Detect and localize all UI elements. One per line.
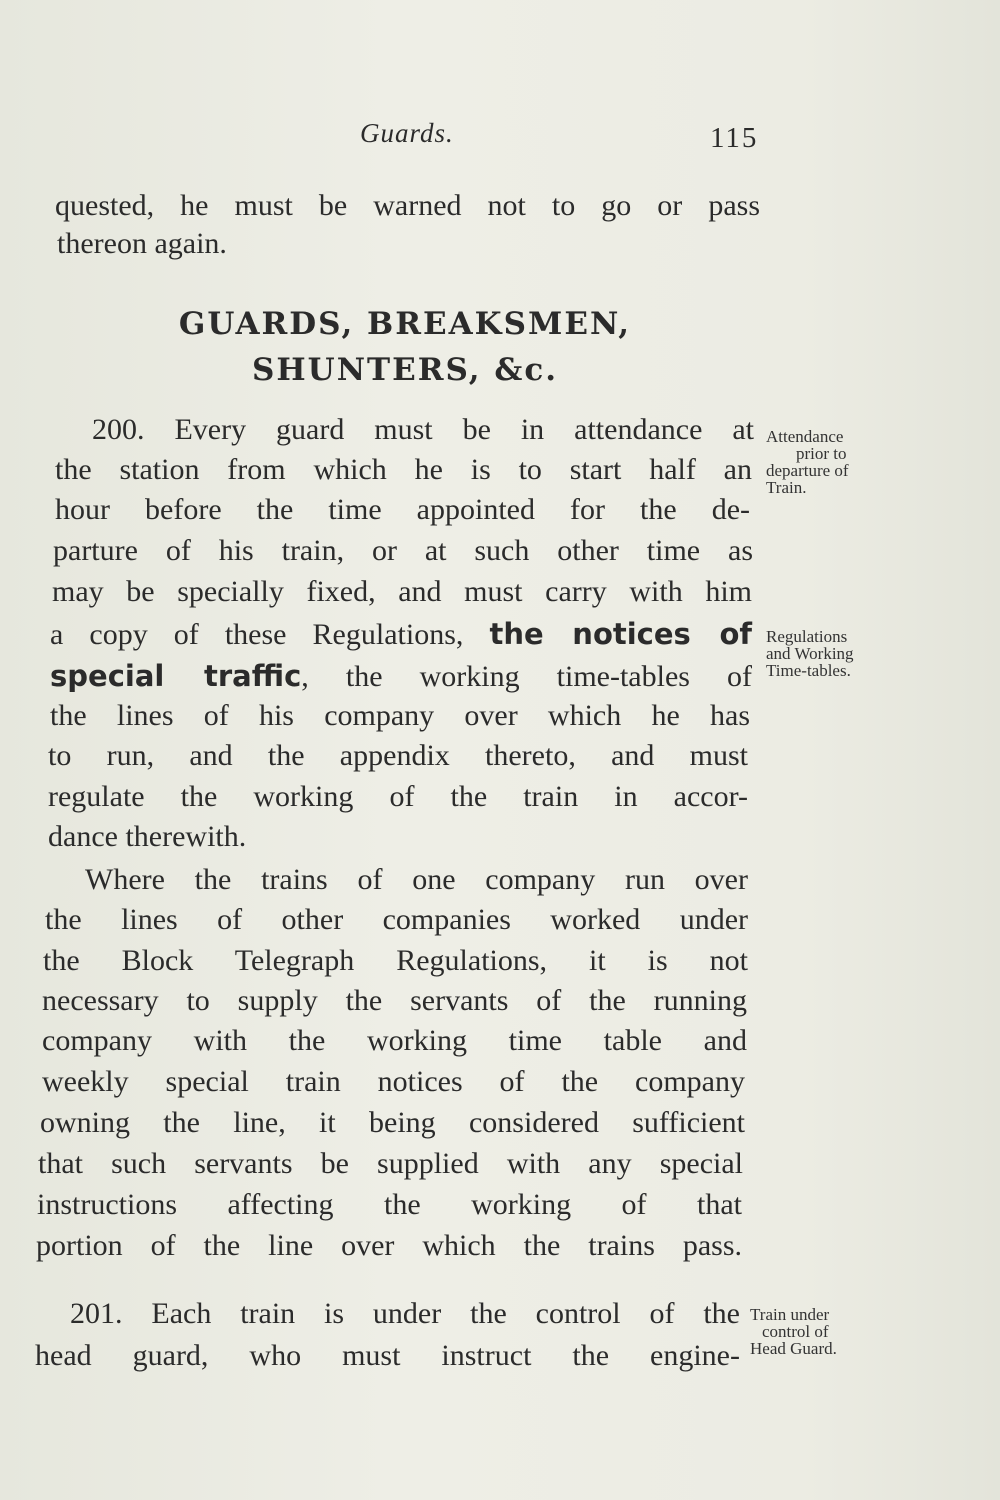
margin-note-line: Attendance — [766, 427, 844, 446]
margin-note-line: Train. — [766, 478, 807, 497]
margin-note-train-under — [750, 1306, 837, 1357]
section-heading-line-2: SHUNTERS, &c. — [251, 352, 559, 388]
text-run: , the working time-tables of — [301, 660, 752, 693]
paragraph-line: portion of the line over which the trains pass. — [36, 1229, 742, 1262]
margin-note-line: prior to — [796, 444, 847, 463]
paragraph-line: owning the line, it being considered sufficient — [40, 1106, 745, 1139]
margin-note-attendance — [766, 428, 849, 496]
running-title: Guards. — [360, 118, 454, 148]
paragraph-200-line: parture of his train, or at such other time as — [53, 534, 753, 567]
bold-text-run: special traffic — [50, 659, 302, 693]
margin-note-line: Regulations — [766, 627, 848, 646]
text-line: quested, he must be warned not to go or pass — [55, 189, 760, 222]
paragraph-line: necessary to supply the servants of the running — [42, 984, 747, 1017]
margin-note-line: Head Guard. — [750, 1339, 837, 1358]
paragraph-line: the lines of other companies worked under — [45, 903, 748, 936]
paragraph-200-line: 200. Every guard must be in attendance at — [92, 413, 754, 446]
paragraph-200-line — [50, 616, 752, 652]
margin-note-line: departure of — [766, 461, 849, 480]
paragraph-200-line: hour before the time appointed for the de- — [55, 493, 750, 526]
paragraph-201-line: head guard, who must instruct the engine- — [35, 1339, 740, 1372]
paragraph-200-line — [50, 658, 752, 694]
paragraph-201-line: 201. Each train is under the control of the — [70, 1297, 740, 1330]
margin-note-line: Train under — [750, 1305, 830, 1324]
paragraph-200-line: the station from which he is to start half an — [55, 453, 752, 486]
margin-note-line: control of — [762, 1322, 829, 1341]
paragraph-line: weekly special train notices of the company — [42, 1065, 745, 1098]
bold-text-run: the notices of — [489, 617, 752, 651]
paragraph-200-line: the lines of his company over which he has — [50, 699, 750, 732]
paragraph-line: Where the trains of one company run over — [85, 863, 748, 896]
paragraph-line: instructions affecting the working of that — [37, 1188, 742, 1221]
paragraph-200-line: dance therewith. — [48, 820, 247, 853]
text-run: a copy of these Regulations, — [50, 618, 490, 651]
paragraph-200-line: to run, and the appendix thereto, and must — [48, 739, 748, 772]
paragraph-line: the Block Telegraph Regulations, it is not — [43, 944, 748, 977]
page-number: 115 — [710, 122, 759, 154]
margin-note-line: and Working — [766, 644, 854, 663]
paragraph-200-line: regulate the working of the train in accor- — [48, 780, 748, 813]
paragraph-line: company with the working time table and — [42, 1024, 747, 1057]
paragraph-200-line: may be specially fixed, and must carry with him — [52, 575, 752, 608]
text-line: thereon again. — [57, 227, 227, 260]
margin-note-line: Time-tables. — [766, 661, 851, 680]
margin-note-regulations — [766, 628, 854, 679]
section-heading-line-1: GUARDS, BREAKSMEN, — [178, 306, 632, 342]
paragraph-line: that such servants be supplied with any special — [38, 1147, 743, 1180]
